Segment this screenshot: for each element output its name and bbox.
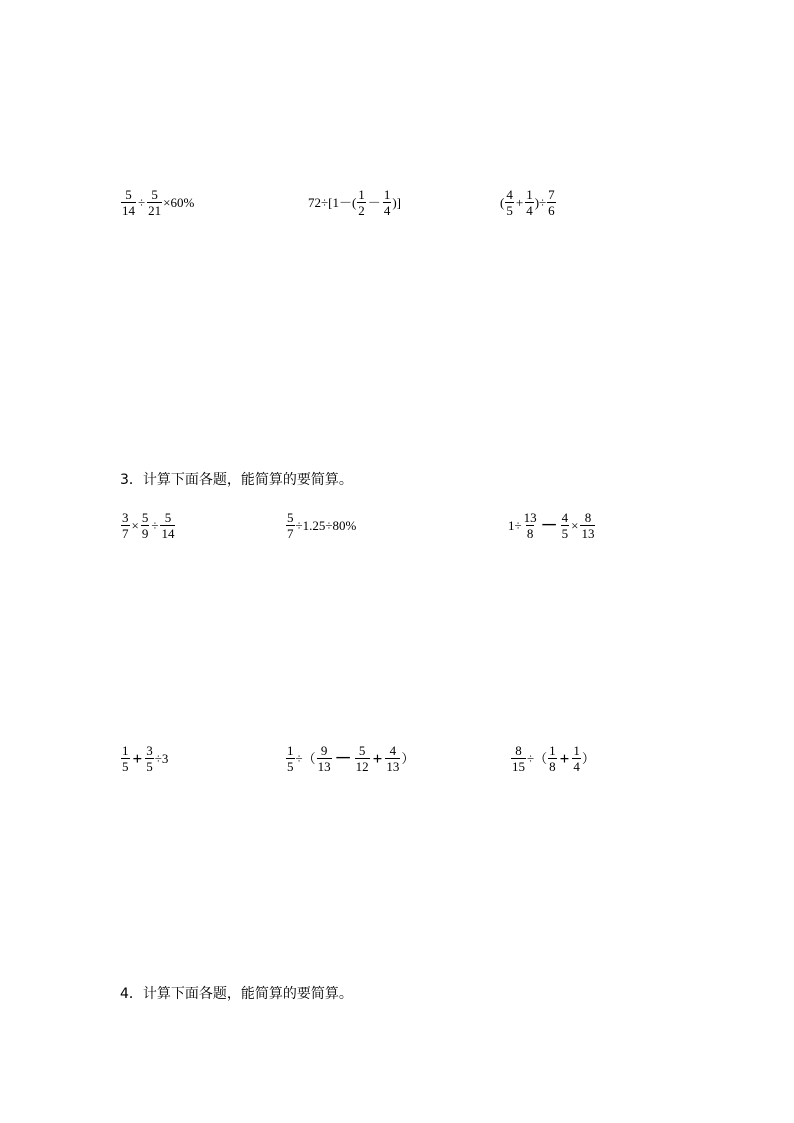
numerator: 3 bbox=[146, 743, 153, 758]
fraction bbox=[286, 744, 295, 773]
numerator: 5 bbox=[125, 187, 132, 202]
numerator: 5 bbox=[151, 187, 158, 202]
problem-2-3 bbox=[508, 511, 596, 540]
operator: + bbox=[515, 195, 524, 210]
numerator: 4 bbox=[506, 187, 513, 202]
numerator: 1 bbox=[122, 743, 129, 758]
fraction bbox=[317, 744, 332, 773]
denominator: 8 bbox=[549, 759, 556, 774]
fraction bbox=[160, 511, 175, 540]
denominator: 13 bbox=[581, 526, 595, 541]
denominator: 5 bbox=[506, 203, 513, 218]
problem-3-3 bbox=[510, 744, 595, 773]
fraction bbox=[121, 188, 136, 217]
denominator: 13 bbox=[317, 759, 331, 774]
fraction bbox=[355, 744, 370, 773]
denominator: 2 bbox=[358, 203, 365, 218]
section-4-heading: 4．计算下面各题，能简算的要简算。 bbox=[120, 986, 353, 1002]
expression-tail: ÷3 bbox=[154, 751, 169, 766]
problem-row-1 bbox=[0, 188, 794, 228]
expression-tail: ×60% bbox=[163, 195, 195, 210]
numerator: 4 bbox=[389, 743, 397, 758]
fraction bbox=[145, 744, 154, 773]
fraction bbox=[121, 511, 130, 540]
fraction bbox=[147, 188, 162, 217]
fraction bbox=[525, 188, 534, 217]
fraction bbox=[511, 744, 526, 773]
operator: ÷ bbox=[138, 195, 146, 210]
fraction bbox=[357, 188, 366, 217]
problem-1-1 bbox=[120, 188, 194, 217]
numerator: 1 bbox=[549, 743, 556, 758]
denominator: 4 bbox=[573, 759, 580, 774]
expression-mid: ÷（ bbox=[295, 751, 316, 766]
denominator: 4 bbox=[383, 203, 391, 218]
numerator: 1 bbox=[287, 743, 294, 758]
fraction bbox=[572, 744, 581, 773]
denominator: 15 bbox=[512, 759, 525, 774]
problem-row-2 bbox=[0, 511, 794, 551]
numerator: 3 bbox=[122, 510, 129, 525]
operator: × bbox=[131, 518, 139, 533]
fraction bbox=[286, 511, 295, 540]
section-3-heading: 3．计算下面各题，能简算的要简算。 bbox=[120, 472, 353, 488]
expression-mid: )÷ bbox=[534, 195, 547, 210]
denominator: 7 bbox=[122, 526, 129, 541]
problem-1-3 bbox=[500, 188, 557, 217]
numerator: 7 bbox=[548, 187, 555, 202]
fraction bbox=[505, 188, 514, 217]
fraction bbox=[383, 188, 392, 217]
fraction bbox=[141, 511, 150, 540]
numerator: 5 bbox=[287, 510, 294, 525]
fraction bbox=[580, 511, 595, 540]
operator: － bbox=[334, 749, 352, 768]
problem-3-1 bbox=[120, 744, 168, 773]
numerator: 1 bbox=[383, 187, 391, 202]
fraction bbox=[561, 511, 570, 540]
denominator: 5 bbox=[146, 759, 153, 774]
operator: － bbox=[540, 516, 558, 535]
denominator: 5 bbox=[122, 759, 129, 774]
problem-3-2 bbox=[285, 744, 414, 773]
numerator: 4 bbox=[561, 510, 569, 525]
numerator: 13 bbox=[523, 510, 537, 525]
expression-tail: ） bbox=[401, 751, 415, 766]
denominator: 21 bbox=[148, 203, 162, 218]
numerator: 8 bbox=[584, 510, 592, 525]
operator: ÷ bbox=[151, 518, 159, 533]
problem-1-2 bbox=[308, 188, 401, 217]
operator: + bbox=[132, 749, 143, 768]
expression-mid: ÷（ bbox=[527, 751, 548, 766]
operator: － bbox=[367, 195, 381, 210]
denominator: 14 bbox=[122, 203, 135, 218]
denominator: 8 bbox=[526, 526, 534, 541]
expression-head: 72÷[1－( bbox=[308, 195, 357, 210]
numerator: 1 bbox=[358, 187, 365, 202]
denominator: 6 bbox=[548, 203, 555, 218]
numerator: 9 bbox=[320, 743, 328, 758]
expression-tail: ÷1.25÷80% bbox=[295, 518, 357, 533]
problem-row-3 bbox=[0, 744, 794, 784]
numerator: 1 bbox=[526, 187, 533, 202]
fraction bbox=[547, 188, 556, 217]
numerator: 8 bbox=[515, 743, 522, 758]
denominator: 7 bbox=[287, 526, 294, 541]
fraction bbox=[523, 511, 538, 540]
problem-2-1 bbox=[120, 511, 176, 540]
expression-tail: ） bbox=[581, 751, 595, 766]
numerator: 5 bbox=[358, 743, 366, 758]
fraction bbox=[385, 744, 400, 773]
problem-2-2 bbox=[285, 511, 356, 540]
denominator: 14 bbox=[161, 526, 175, 541]
operator: + bbox=[372, 749, 383, 768]
denominator: 12 bbox=[355, 759, 369, 774]
denominator: 9 bbox=[141, 526, 149, 541]
expression-head: 1÷ bbox=[508, 518, 522, 533]
expression-head: ( bbox=[500, 195, 505, 210]
denominator: 5 bbox=[287, 759, 294, 774]
numerator: 5 bbox=[141, 510, 149, 525]
fraction bbox=[121, 744, 130, 773]
operator: + bbox=[559, 749, 570, 768]
numerator: 1 bbox=[573, 743, 580, 758]
numerator: 5 bbox=[164, 510, 172, 525]
expression-tail: )] bbox=[392, 195, 401, 210]
denominator: 4 bbox=[526, 203, 533, 218]
fraction bbox=[548, 744, 557, 773]
operator: × bbox=[571, 518, 579, 533]
denominator: 13 bbox=[386, 759, 400, 774]
denominator: 5 bbox=[561, 526, 569, 541]
